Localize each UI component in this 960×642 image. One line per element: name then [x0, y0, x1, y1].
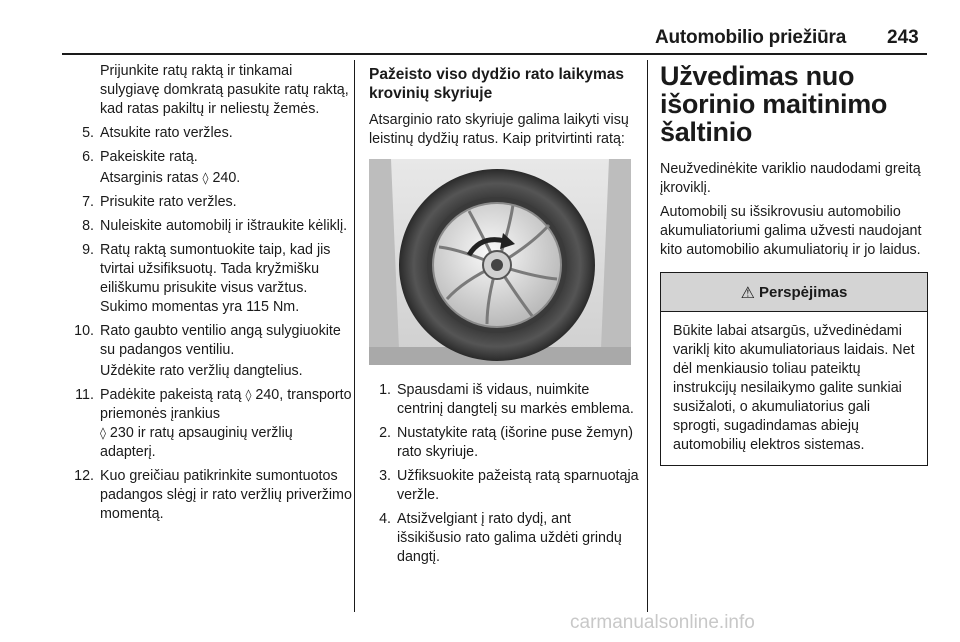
list-item: 6. Pakeiskite ratą.: [82, 149, 198, 165]
spare-wheel-image: [369, 159, 631, 365]
page-ref-link[interactable]: 240.: [212, 170, 241, 186]
list-item: 3. Užfiksuokite pažeistą ratą sparnuotąja veržle.: [379, 468, 639, 503]
list-item: 1. Spausdami iš vidaus, nuimkite centrinį dangtelį su markės emblema.: [379, 382, 634, 417]
intro-text: Atsarginio rato skyriuje galima laikyti visų leistinų dydžių ratus. Kaip pritvirtinti ratą:: [369, 112, 629, 147]
list-item: 11. Padėkite pakeistą ratą ◊ 240, transporto priemonės įrankius ◊ 230 ir ratų apsauginių veržlių adapterį.: [75, 387, 352, 460]
section-title: Automobilio priežiūra: [655, 27, 847, 48]
page-ref-icon: ◊: [245, 388, 252, 402]
list-item: 12. Kuo greičiau patikrinkite sumontuotos padangos slėgį ir rato veržlių priveržimo momentą.: [74, 468, 352, 522]
paragraph: Automobilį su išsikrovusiu automobilio akumuliatoriumi galima užvesti naudojant kito automobilio akumuliatorių ir jo laidus.: [660, 204, 922, 258]
warning-icon: ⚠: [740, 282, 755, 302]
list-item: 9. Ratų raktą sumontuokite taip, kad jis tvirtai užsifiksuotų. Tada kryžmišku eiliškumu prisukite visus varžtus. Sukimo momentas yra 115 Nm.: [82, 242, 331, 315]
page-ref-icon: ◊: [100, 426, 106, 440]
page-header: [0, 0, 960, 56]
warning-text: Būkite labai atsargūs, užvedinėdami variklį kito akumuliatoriaus laidais. Net dėl menkiausio toliau pateiktų instrukcijų nesilaikymo galite sunkiai susižaloti, o akumuliatorius gali sprogti, sugadindamas abiejų automobilių elektros sistemas.: [673, 323, 915, 453]
spare-wheel-illustration: [369, 159, 631, 365]
steps-list: [72, 124, 352, 524]
page-number: 243: [887, 27, 919, 48]
list-item: 4. Atsižvelgiant į rato dydį, ant išsikišusio rato galima uždėti grindų dangtį.: [379, 511, 622, 565]
watermark: carmanualsonline.info: [570, 612, 755, 633]
list-item: 10. Rato gaubto ventilio angą sulygiuokite su padangos ventiliu.: [74, 323, 341, 358]
continuation-text: Prijunkite ratų raktą ir tinkamai sulygiavę domkratą pasukite ratų raktą, kad ratas pakiltų ir neliestų žemės.: [100, 63, 349, 117]
column-3: [660, 62, 928, 466]
list-item: 5. Atsukite rato veržles.: [82, 125, 233, 141]
warning-box: [660, 272, 928, 466]
column-2: [369, 62, 639, 572]
column-divider-1: [354, 60, 355, 612]
page-ref-link[interactable]: 240,: [255, 387, 284, 403]
list-item: 7. Prisukite rato veržles.: [82, 194, 237, 210]
sub-paragraph: Atsarginis ratas ◊ 240.: [100, 170, 241, 186]
list-item: 2. Nustatykite ratą (išorine puse žemyn) rato skyriuje.: [379, 425, 633, 460]
page-ref-icon: ◊: [202, 171, 209, 185]
section-heading: Užvedimas nuo išorinio maitinimo šaltinio: [660, 61, 888, 147]
steps-list: [369, 381, 639, 567]
column-1: [72, 62, 352, 529]
paragraph: Neužvedinėkite variklio naudodami greitą įkroviklį.: [660, 161, 921, 196]
sub-paragraph: Uždėkite rato veržlių dangtelius.: [100, 363, 303, 379]
list-item: 8. Nuleiskite automobilį ir ištraukite kėliklį.: [82, 218, 348, 234]
section-heading: Pažeisto viso dydžio rato laikymas krovinių skyriuje: [369, 66, 624, 102]
column-divider-2: [647, 60, 648, 612]
warning-title: Perspėjimas: [758, 283, 848, 301]
header-rule: [62, 53, 927, 55]
page-ref-link[interactable]: 230 ir ratų apsauginių veržlių adapterį.: [100, 425, 293, 460]
warning-header: [661, 273, 927, 312]
